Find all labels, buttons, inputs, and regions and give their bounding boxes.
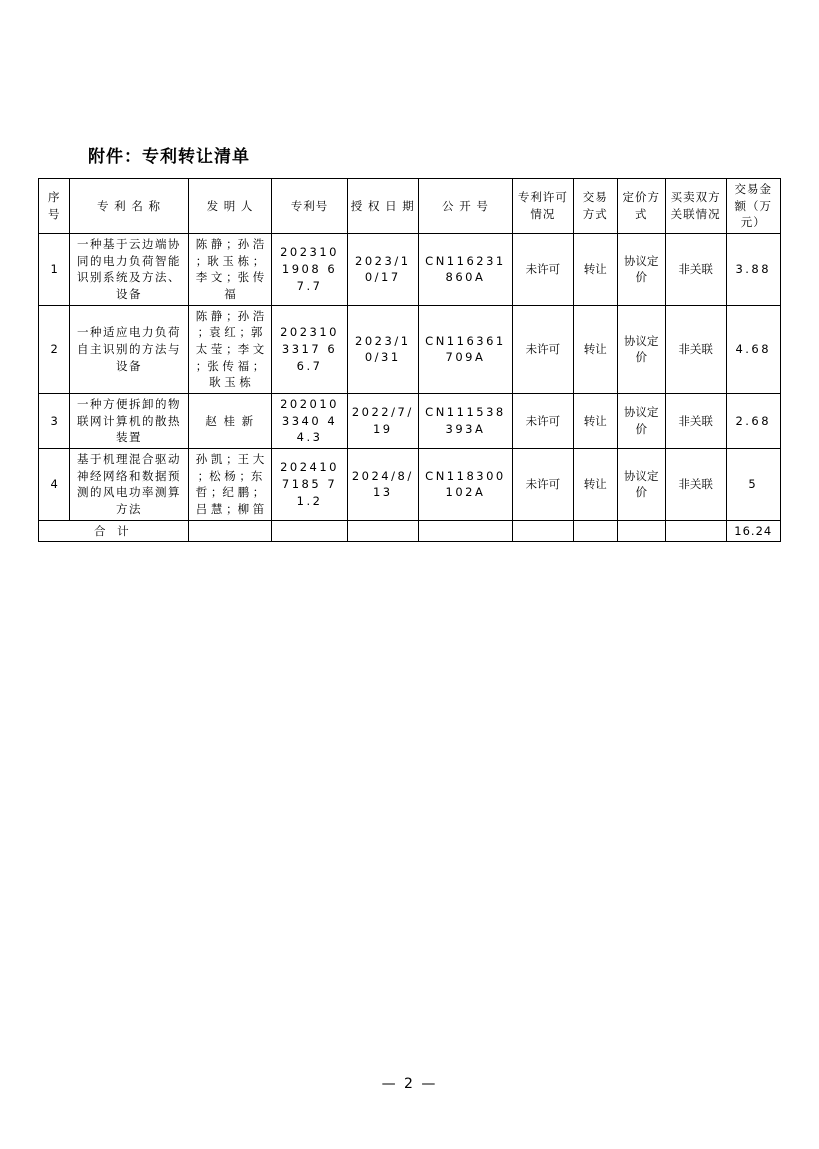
cell-patent-name: 一种方便拆卸的物联网计算机的散热装置 [70,394,188,449]
cell-amount: 3.88 [726,234,780,306]
page-footer-number: — 2 — [381,1076,438,1092]
cell-amount: 4.68 [726,305,780,393]
cell-relation-status: 非关联 [665,305,726,393]
cell-grant-date: 2024/8/13 [347,449,418,521]
cell-amount: 5 [726,449,780,521]
cell-transaction-type: 转让 [573,305,617,393]
patent-transfer-table [38,178,781,542]
cell-publication-number: CN111538393A [418,394,512,449]
total-blank-price [617,520,665,542]
cell-relation-status: 非关联 [665,234,726,306]
header-license-status: 专利许可情况 [513,179,574,234]
header-index: 序号 [39,179,70,234]
total-blank-lic [513,520,574,542]
header-publication-number: 公 开 号 [418,179,512,234]
header-grant-date: 授 权 日 期 [347,179,418,234]
total-blank-rel [665,520,726,542]
cell-relation-status: 非关联 [665,449,726,521]
cell-transaction-type: 转让 [573,234,617,306]
cell-inventor: 陈 静 ；孙 浩 ；耿 玉 栋 ；李 文 ；张 传 福 [188,234,272,306]
table-row [39,449,781,521]
cell-publication-number: CN118300102A [418,449,512,521]
header-relation-status: 买卖双方关联情况 [665,179,726,234]
cell-grant-date: 2023/10/31 [347,305,418,393]
cell-publication-number: CN116361709A [418,305,512,393]
cell-license-status: 未许可 [513,394,574,449]
table-row [39,234,781,306]
cell-pricing-method: 协议定价 [617,305,665,393]
cell-inventor: 陈 静 ；孙 浩 ；袁 红 ；郭 太 莹 ；李 文 ；张 传 福 ；耿 玉 栋 [188,305,272,393]
page-title: 附件：专利转让清单 [88,147,250,167]
total-blank-inventor [188,520,272,542]
cell-patent-name: 一种适应电力负荷自主识别的方法与设备 [70,305,188,393]
cell-relation-status: 非关联 [665,394,726,449]
table-row [39,305,781,393]
cell-patent-number: 2023101908 67.7 [272,234,347,306]
table-row [39,394,781,449]
cell-patent-number: 2024107185 71.2 [272,449,347,521]
table-header-row [39,179,781,234]
header-pricing-method: 定价方式 [617,179,665,234]
cell-index: 4 [39,449,70,521]
table-total-row [39,520,781,542]
cell-pricing-method: 协议定价 [617,234,665,306]
cell-inventor: 赵 桂 新 [188,394,272,449]
table-body [39,234,781,542]
cell-grant-date: 2023/10/17 [347,234,418,306]
cell-pricing-method: 协议定价 [617,394,665,449]
header-inventor: 发 明 人 [188,179,272,234]
total-blank-pub [418,520,512,542]
cell-transaction-type: 转让 [573,394,617,449]
cell-publication-number: CN116231860A [418,234,512,306]
cell-pricing-method: 协议定价 [617,449,665,521]
header-patent-number: 专利号 [272,179,347,234]
cell-patent-name: 一种基于云边端协同的电力负荷智能识别系统及方法、设备 [70,234,188,306]
total-label: 合 计 [39,520,189,542]
total-blank-deal [573,520,617,542]
cell-index: 3 [39,394,70,449]
total-amount: 16.24 [726,520,780,542]
cell-amount: 2.68 [726,394,780,449]
header-transaction-type: 交易方式 [573,179,617,234]
header-amount: 交易金额（万元） [726,179,780,234]
cell-patent-number: 2020103340 44.3 [272,394,347,449]
cell-index: 1 [39,234,70,306]
cell-patent-name: 基于机理混合驱动神经网络和数据预测的风电功率测算方法 [70,449,188,521]
cell-patent-number: 2023103317 66.7 [272,305,347,393]
table-header [39,179,781,234]
cell-inventor: 孙 凯 ；王 大 ；松 杨 ；东 哲 ；纪 鹏 ；吕 慧 ；柳 笛 [188,449,272,521]
cell-grant-date: 2022/7/19 [347,394,418,449]
header-patent-name: 专 利 名 称 [70,179,188,234]
cell-license-status: 未许可 [513,234,574,306]
cell-license-status: 未许可 [513,305,574,393]
cell-index: 2 [39,305,70,393]
total-blank-number [272,520,347,542]
total-blank-date [347,520,418,542]
cell-license-status: 未许可 [513,449,574,521]
cell-transaction-type: 转让 [573,449,617,521]
